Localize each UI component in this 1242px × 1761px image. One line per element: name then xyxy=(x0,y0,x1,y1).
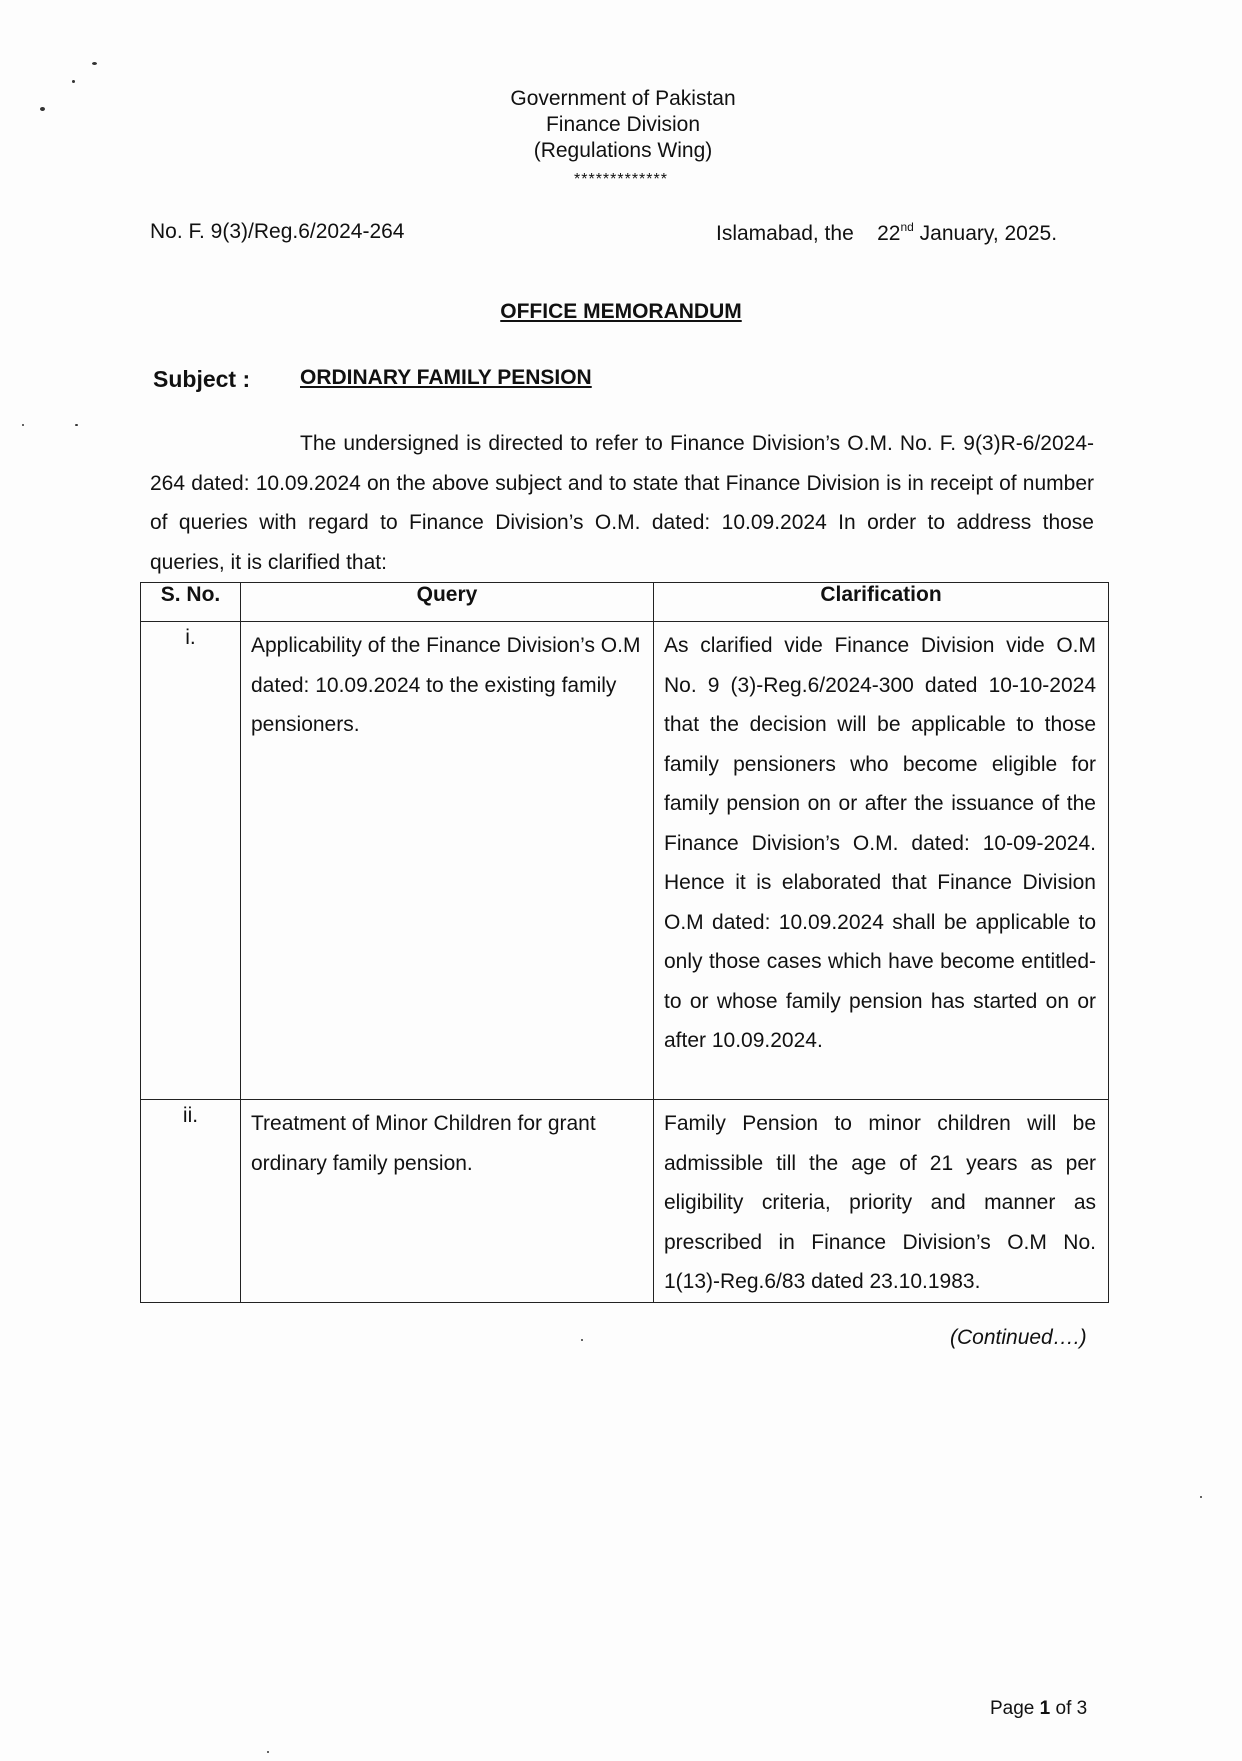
scan-speck xyxy=(267,1751,269,1753)
header-wing: (Regulations Wing) xyxy=(533,139,713,162)
scan-speck xyxy=(1200,1496,1202,1498)
reference-number: No. F. 9(3)/Reg.6/2024-264 xyxy=(150,220,405,243)
header-query: Query xyxy=(241,583,654,622)
date-rest: January, 2025. xyxy=(919,222,1058,245)
scan-speck xyxy=(92,62,97,65)
continued-note: (Continued….) xyxy=(950,1326,1087,1349)
header-government: Government of Pakistan xyxy=(510,87,736,110)
page-label: Page xyxy=(990,1698,1035,1719)
row-sno: ii. xyxy=(141,1100,241,1303)
row-clarification: Family Pension to minor children will be admissible till the age of 21 years as per eligibility criteria, priority and manner as prescribed in Finance Division’s O.M No. 1(13)-Reg.6/83 dated 23.10.1983. xyxy=(654,1100,1109,1303)
body-paragraph xyxy=(150,424,1094,582)
table-header-row xyxy=(141,583,1109,622)
page-current: 1 xyxy=(1039,1698,1051,1719)
page-of: of xyxy=(1055,1698,1072,1719)
subject-text: ORDINARY FAMILY PENSION xyxy=(300,366,592,389)
scan-speck xyxy=(75,424,78,426)
scan-speck xyxy=(22,424,24,426)
page-number xyxy=(990,1698,1087,1720)
page-total: 3 xyxy=(1076,1698,1088,1719)
memo-title: OFFICE MEMORANDUM xyxy=(500,300,742,323)
body-paragraph-text: The undersigned is directed to refer to Finance Division’s O.M. No. F. 9(3)R-6/2024-264 dated: 10.09.2024 on the above subject and to state that Finance Division is in receipt of number of queries with regard to Finance Division’s O.M. dated: 10.09.2024 In order to address those queries, it is clarified that: xyxy=(150,432,1094,574)
date-prefix: Islamabad, the xyxy=(716,222,854,245)
header-division: Finance Division xyxy=(545,113,701,136)
scan-speck xyxy=(581,1339,583,1341)
table-row xyxy=(141,622,1109,1100)
row-query: Applicability of the Finance Division’s O.M dated: 10.09.2024 to the existing family pensioners. xyxy=(241,622,654,1100)
scan-speck xyxy=(72,80,75,83)
subject-label: Subject : xyxy=(153,366,251,392)
header-clarification: Clarification xyxy=(654,583,1109,622)
header-separator: ************* xyxy=(574,171,668,188)
row-clarification: As clarified vide Finance Division vide O.M No. 9 (3)-Reg.6/2024-300 dated 10-10-2024 that the decision will be applicable to those family pensioners who become eligible for family pension on or after the issuance of the Finance Division’s O.M. dated: 10-09-2024. Hence it is elaborated that Finance Division O.M dated: 10.09.2024 shall be applicable to only those cases which have become entitled-to or whose family pension has started on or after 10.09.2024. xyxy=(654,622,1109,1100)
header-sno: S. No. xyxy=(141,583,241,622)
scan-speck xyxy=(40,107,45,111)
letterhead xyxy=(0,86,1242,164)
row-sno: i. xyxy=(141,622,241,1100)
date-suffix: nd xyxy=(900,220,914,234)
date-line xyxy=(716,220,1057,246)
date-day: 22 xyxy=(877,222,901,245)
row-query: Treatment of Minor Children for grant ordinary family pension. xyxy=(241,1100,654,1303)
table-row xyxy=(141,1100,1109,1303)
clarification-table xyxy=(140,582,1109,1303)
